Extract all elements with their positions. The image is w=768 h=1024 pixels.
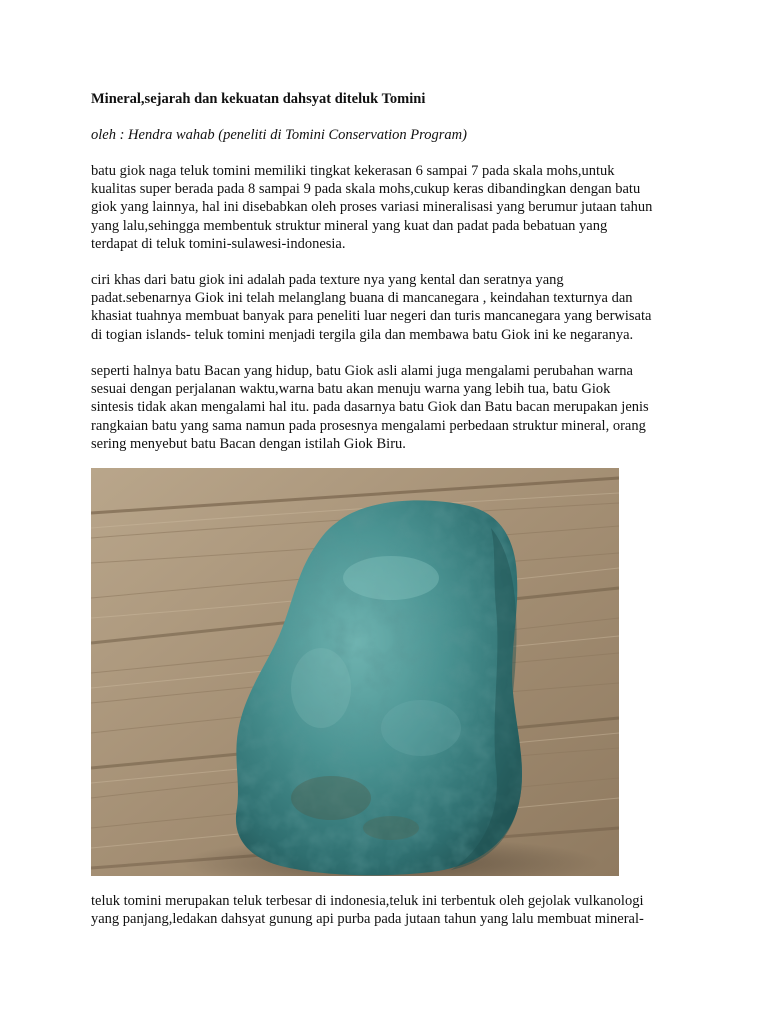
text-line: terdapat di teluk tomini-sulawesi-indonesia. (91, 235, 346, 252)
text-line: kualitas super berada pada 8 sampai 9 pada skala mohs,cukup keras dibandingkan dengan batu (91, 181, 641, 198)
text-line: padat.sebenarnya Giok ini telah melanglang buana di mancanegara , keindahan texturnya dan (91, 290, 633, 307)
text-line: rangkaian batu yang sama namun pada prosesnya mengalami perbedaan struktur mineral, orang (91, 417, 646, 434)
paragraph-color-change (91, 362, 691, 453)
text-line: sering menyebut batu Bacan dengan istilah Giok Biru. (91, 435, 406, 452)
text-line: ciri khas dari batu giok ini adalah pada texture nya yang kental dan seratnya yang (91, 272, 564, 288)
text-line: teluk tomini merupakan teluk terbesar di indonesia,teluk ini terbentuk oleh gejolak vulkanologi (91, 893, 644, 909)
text-line: sesuai dengan perjalanan waktu,warna batu akan menuju warna yang lebih tua, batu Giok (91, 381, 611, 398)
document-title: Mineral,sejarah dan kekuatan dahsyat diteluk Tomini (91, 91, 426, 107)
paragraph-tomini-bay (91, 892, 691, 928)
paragraph-hardness (91, 162, 691, 253)
author-byline: oleh : Hendra wahab (peneliti di Tomini Conservation Program) (91, 127, 467, 143)
text-line: seperti halnya batu Bacan yang hidup, batu Giok asli alami juga mengalami perubahan warna (91, 363, 633, 379)
text-line: batu giok naga teluk tomini memiliki tingkat kekerasan 6 sampai 7 pada skala mohs,untuk (91, 163, 615, 179)
text-line: sintesis tidak akan mengalami hal itu. pada dasarnya batu Giok dan Batu bacan merupakan jenis (91, 399, 649, 416)
text-line: yang lalu,sehingga membentuk struktur mineral yang kuat dan padat pada bebatuan yang (91, 217, 608, 234)
jade-stone-photo (91, 468, 619, 876)
text-line: di togian islands- teluk tomini menjadi tergila gila dan membawa batu Giok ini ke negaranya. (91, 326, 634, 343)
paragraph-texture (91, 271, 691, 344)
text-line: yang panjang,ledakan dahsyat gunung api purba pada jutaan tahun yang lalu membuat mineral- (91, 911, 644, 928)
text-line: khasiat tuahnya membuat banyak para peneliti luar negeri dan turis mancanegara yang berwisata (91, 308, 652, 325)
text-line: giok yang lainnya, hal ini disebabkan oleh proses variasi mineralisasi yang berumur jutaan tahun (91, 199, 653, 216)
